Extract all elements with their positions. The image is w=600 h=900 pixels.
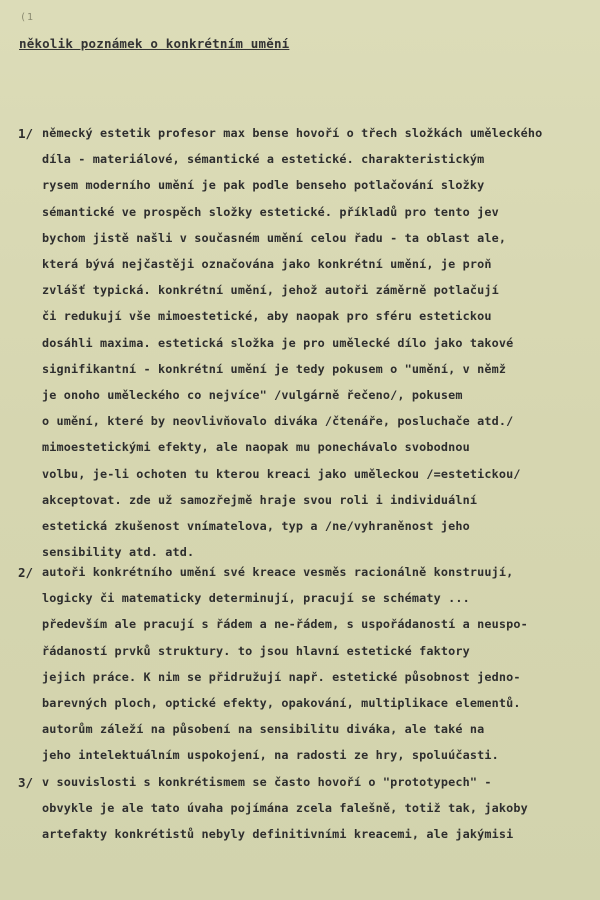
text-line: rysem moderního umění je pak podle benseho potlačování složky [42,178,485,193]
text-line: německý estetik profesor max bense hovoří o třech složkách uměleckého [42,126,543,140]
text-line: volbu, je-li ochoten tu kterou kreaci jako uměleckou /=estetickou/ [42,466,521,481]
text-line: mimoestetickými efekty, ale naopak mu ponechávalo svobodnou [42,440,470,455]
text-line: řádaností prvků struktury. to jsou hlavní estetické faktory [42,643,470,658]
text-line: která bývá nejčastěji označována jako konkrétní umění, je proň [42,257,492,271]
text-line: sensibility atd. atd. [42,545,195,560]
text-line: autoři konkrétního umění své kreace vesměs racionálně konstruují, [42,565,514,579]
text-line: v souvislosti s konkrétismem se často hovoří o "prototypech" - [42,775,492,789]
text-line: dosáhli maxima. estetická složka je pro umělecké dílo jako takové [42,335,514,350]
text-line: či redukují vše mimoestetické, aby naopak pro sféru estetickou [42,309,492,324]
text-line: estetická zkušenost vnímatelova, typ a /ne/vyhraněnost jeho [42,519,470,533]
text-line: především ale pracují s řádem a ne-řádem, s uspořádaností a neuspo- [42,617,528,632]
text-line: logicky či matematicky determinují, pracují se schématy ... [42,591,470,606]
text-line: autorům záleží na působení na sensibilitu diváka, ale také na [42,722,485,737]
text-line: signifikantní - konkrétní umění je tedy pokusem o "umění, v němž [42,361,507,376]
text-line: o umění, které by neovlivňovalo diváka /čtenáře, posluchače atd./ [42,414,514,429]
section-number: 1/ [18,126,34,141]
page-corner-mark: (1 [20,12,35,23]
text-line: jeho intelektuálním uspokojení, na radosti ze hry, spoluúčasti. [42,748,499,763]
text-line: barevných ploch, optické efekty, opakování, multiplikace elementů. [42,696,521,710]
text-line: bychom jistě našli v současném umění celou řadu - ta oblast ale, [42,230,507,245]
text-line: díla - materiálové, sémantické a estetické. charakteristickým [42,152,485,167]
text-line: akceptovat. zde už samozřejmě hraje svou roli i individuální [42,492,478,507]
text-line: artefakty konkrétistů nebyly definitivními kreacemi, ale jakýmisi [42,827,514,842]
text-line: jejich práce. K nim se přidružují např. estetické působnost jedno- [42,669,521,684]
text-line: sémantické ve prospěch složky estetické. příkladů pro tento jev [42,204,499,219]
section-number: 3/ [18,775,34,790]
text-line: obvykle je ale tato úvaha pojímána zcela falešně, totiž tak, jakoby [42,801,528,816]
text-line: zvlášť typická. konkrétní umění, jehož autoři záměrně potlačují [42,283,499,298]
text-line: je onoho uměleckého co nejvíce" /vulgárně řečeno/, pokusem [42,388,463,402]
document-title: několik poznámek o konkrétním umění [19,36,290,51]
section-number: 2/ [18,565,34,580]
